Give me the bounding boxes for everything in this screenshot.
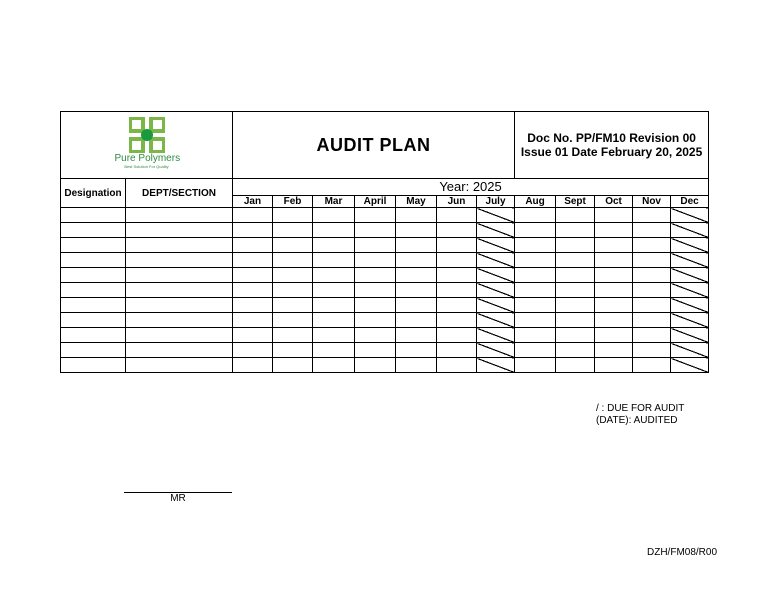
month-cell-entry[interactable] (515, 343, 556, 358)
table-row (61, 298, 709, 313)
month-cell-entry[interactable] (396, 223, 437, 238)
month-cell-entry[interactable] (556, 328, 595, 343)
month-header: Jun (437, 196, 477, 208)
designation-cell[interactable] (61, 358, 126, 373)
month-cell-entry[interactable] (437, 343, 477, 358)
month-cell-entry[interactable] (273, 268, 313, 283)
month-cell-entry[interactable] (515, 313, 556, 328)
month-cell-entry[interactable] (313, 283, 355, 298)
document-info (515, 112, 709, 179)
month-header: Aug (515, 196, 556, 208)
month-cell-entry[interactable] (233, 298, 273, 313)
month-cell-entry[interactable] (355, 358, 396, 373)
month-cell-entry[interactable] (437, 268, 477, 283)
month-cell-entry[interactable] (671, 358, 709, 373)
month-cell-entry[interactable] (477, 328, 515, 343)
month-cell-entry[interactable] (233, 328, 273, 343)
month-header: Dec (671, 196, 709, 208)
designation-cell[interactable] (61, 313, 126, 328)
month-cell-entry[interactable] (477, 298, 515, 313)
month-cell-entry[interactable] (477, 208, 515, 223)
month-cell-entry[interactable] (477, 268, 515, 283)
month-cell-entry[interactable] (313, 223, 355, 238)
month-cell-entry[interactable] (556, 253, 595, 268)
dept-section-cell[interactable] (126, 298, 233, 313)
month-cell-entry[interactable] (273, 223, 313, 238)
company-logo (115, 117, 179, 173)
month-cell-entry[interactable] (477, 343, 515, 358)
month-cell-entry[interactable] (556, 313, 595, 328)
designation-cell[interactable] (61, 223, 126, 238)
month-cell-entry[interactable] (396, 283, 437, 298)
month-cell-entry[interactable] (595, 328, 633, 343)
legend-audited: (DATE): AUDITED (596, 415, 678, 426)
designation-cell[interactable] (61, 238, 126, 253)
month-cell-entry[interactable] (477, 253, 515, 268)
month-cell-entry[interactable] (233, 283, 273, 298)
month-cell-entry[interactable] (233, 313, 273, 328)
month-cell-entry[interactable] (437, 313, 477, 328)
month-cell-entry[interactable] (515, 253, 556, 268)
month-cell-entry[interactable] (595, 358, 633, 373)
month-cell-entry[interactable] (633, 268, 671, 283)
month-cell-entry[interactable] (595, 268, 633, 283)
dept-section-cell[interactable] (126, 253, 233, 268)
table-row (61, 358, 709, 373)
company-logo-cell (61, 112, 233, 179)
month-cell-entry[interactable] (233, 223, 273, 238)
legend (596, 403, 684, 427)
month-header: Mar (313, 196, 355, 208)
month-cell-entry[interactable] (273, 208, 313, 223)
month-cell-entry[interactable] (273, 313, 313, 328)
month-cell-entry[interactable] (556, 298, 595, 313)
logo-mark-icon (129, 117, 165, 153)
table-row (61, 343, 709, 358)
month-cell-entry[interactable] (556, 268, 595, 283)
table-row (61, 268, 709, 283)
month-cell-entry[interactable] (273, 283, 313, 298)
month-cell-entry[interactable] (556, 358, 595, 373)
month-cell-entry[interactable] (396, 298, 437, 313)
month-header: July (477, 196, 515, 208)
month-cell-entry[interactable] (396, 358, 437, 373)
table-row (61, 238, 709, 253)
month-cell-entry[interactable] (477, 223, 515, 238)
footer-form-code: DZH/FM08/R00 (647, 547, 718, 558)
month-cell-entry[interactable] (671, 238, 709, 253)
month-cell-entry[interactable] (313, 238, 355, 253)
table-row (61, 313, 709, 328)
year-header: Year: 2025 (233, 179, 709, 196)
designation-cell[interactable] (61, 298, 126, 313)
month-cell-entry[interactable] (313, 298, 355, 313)
month-cell-entry[interactable] (273, 358, 313, 373)
month-cell-entry[interactable] (556, 208, 595, 223)
month-cell-entry[interactable] (313, 313, 355, 328)
month-cell-entry[interactable] (515, 208, 556, 223)
month-cell-entry[interactable] (515, 358, 556, 373)
month-cell-entry[interactable] (556, 223, 595, 238)
month-cell-entry[interactable] (671, 328, 709, 343)
month-cell-entry[interactable] (355, 343, 396, 358)
month-cell-entry[interactable] (671, 208, 709, 223)
designation-header: Designation (61, 179, 126, 208)
dept-section-cell[interactable] (126, 208, 233, 223)
month-cell-entry[interactable] (313, 208, 355, 223)
month-cell-entry[interactable] (233, 253, 273, 268)
month-cell-entry[interactable] (355, 268, 396, 283)
month-cell-entry[interactable] (595, 343, 633, 358)
month-cell-entry[interactable] (671, 253, 709, 268)
month-cell-entry[interactable] (633, 238, 671, 253)
month-cell-entry[interactable] (477, 238, 515, 253)
month-cell-entry[interactable] (515, 268, 556, 283)
month-cell-entry[interactable] (437, 358, 477, 373)
month-header: Oct (595, 196, 633, 208)
month-cell-entry[interactable] (671, 268, 709, 283)
month-cell-entry[interactable] (595, 298, 633, 313)
month-cell-entry[interactable] (396, 343, 437, 358)
month-cell-entry[interactable] (355, 298, 396, 313)
month-cell-entry[interactable] (313, 343, 355, 358)
month-cell-entry[interactable] (233, 358, 273, 373)
month-cell-entry[interactable] (515, 223, 556, 238)
month-cell-entry[interactable] (273, 343, 313, 358)
month-cell-entry[interactable] (477, 313, 515, 328)
month-cell-entry[interactable] (595, 238, 633, 253)
month-header: Jan (233, 196, 273, 208)
dept-section-cell[interactable] (126, 328, 233, 343)
month-cell-entry[interactable] (595, 208, 633, 223)
month-cell-entry[interactable] (633, 358, 671, 373)
month-cell-entry[interactable] (437, 328, 477, 343)
month-cell-entry[interactable] (595, 283, 633, 298)
month-cell-entry[interactable] (313, 268, 355, 283)
designation-cell[interactable] (61, 268, 126, 283)
month-header: April (355, 196, 396, 208)
doc-issue-date: Issue 01 Date February 20, 2025 (520, 145, 703, 159)
month-cell-entry[interactable] (396, 268, 437, 283)
legend-due: / : DUE FOR AUDIT (596, 403, 685, 414)
month-cell-entry[interactable] (355, 208, 396, 223)
month-cell-entry[interactable] (313, 253, 355, 268)
month-cell-entry[interactable] (595, 223, 633, 238)
month-cell-entry[interactable] (437, 238, 477, 253)
month-cell-entry[interactable] (671, 343, 709, 358)
month-cell-entry[interactable] (671, 283, 709, 298)
table-row (61, 283, 709, 298)
month-header: Feb (273, 196, 313, 208)
dept-section-cell[interactable] (126, 238, 233, 253)
table-row (61, 208, 709, 223)
month-cell-entry[interactable] (355, 238, 396, 253)
month-cell-entry[interactable] (273, 298, 313, 313)
company-name: Pure Polymers (114, 153, 181, 164)
month-cell-entry[interactable] (633, 298, 671, 313)
month-header: May (396, 196, 437, 208)
table-row (61, 253, 709, 268)
month-cell-entry[interactable] (556, 283, 595, 298)
month-cell-entry[interactable] (633, 283, 671, 298)
month-cell-entry[interactable] (556, 343, 595, 358)
month-cell-entry[interactable] (437, 208, 477, 223)
page-title: AUDIT PLAN (233, 112, 515, 179)
month-cell-entry[interactable] (633, 328, 671, 343)
month-header: Nov (633, 196, 671, 208)
month-cell-entry[interactable] (396, 238, 437, 253)
month-cell-entry[interactable] (396, 328, 437, 343)
month-cell-entry[interactable] (355, 283, 396, 298)
month-cell-entry[interactable] (515, 298, 556, 313)
month-cell-entry[interactable] (396, 253, 437, 268)
dept-section-cell[interactable] (126, 268, 233, 283)
month-cell-entry[interactable] (633, 223, 671, 238)
month-cell-entry[interactable] (233, 208, 273, 223)
designation-cell[interactable] (61, 283, 126, 298)
month-cell-entry[interactable] (273, 253, 313, 268)
month-cell-entry[interactable] (633, 343, 671, 358)
dept-section-cell[interactable] (126, 313, 233, 328)
month-cell-entry[interactable] (437, 253, 477, 268)
month-cell-entry[interactable] (633, 208, 671, 223)
month-cell-entry[interactable] (595, 313, 633, 328)
month-cell-entry[interactable] (313, 328, 355, 343)
month-cell-entry[interactable] (355, 223, 396, 238)
month-cell-entry[interactable] (233, 343, 273, 358)
month-cell-entry[interactable] (233, 268, 273, 283)
month-cell-entry[interactable] (396, 208, 437, 223)
month-cell-entry[interactable] (355, 328, 396, 343)
month-cell-entry[interactable] (515, 328, 556, 343)
month-cell-entry[interactable] (671, 313, 709, 328)
month-cell-entry[interactable] (273, 328, 313, 343)
month-cell-entry[interactable] (273, 238, 313, 253)
month-cell-entry[interactable] (233, 238, 273, 253)
month-cell-entry[interactable] (515, 283, 556, 298)
designation-cell[interactable] (61, 328, 126, 343)
dept-section-cell[interactable] (126, 358, 233, 373)
month-cell-entry[interactable] (633, 313, 671, 328)
table-row (61, 223, 709, 238)
month-cell-entry[interactable] (437, 283, 477, 298)
month-cell-entry[interactable] (355, 253, 396, 268)
month-cell-entry[interactable] (396, 313, 437, 328)
dept-section-header: DEPT/SECTION (126, 179, 233, 208)
month-cell-entry[interactable] (515, 238, 556, 253)
company-tagline: Best Solution For Quality (124, 164, 169, 169)
month-cell-entry[interactable] (355, 313, 396, 328)
table-row (61, 328, 709, 343)
designation-cell[interactable] (61, 208, 126, 223)
audit-plan-table (60, 111, 709, 373)
designation-cell[interactable] (61, 343, 126, 358)
audit-rows (61, 208, 709, 373)
month-cell-entry[interactable] (437, 223, 477, 238)
month-cell-entry[interactable] (595, 253, 633, 268)
month-cell-entry[interactable] (477, 283, 515, 298)
month-cell-entry[interactable] (671, 223, 709, 238)
doc-number: Doc No. PP/FM10 Revision 00 (527, 131, 696, 145)
dept-section-cell[interactable] (126, 223, 233, 238)
month-header: Sept (556, 196, 595, 208)
month-cell-entry[interactable] (556, 238, 595, 253)
month-cell-entry[interactable] (633, 253, 671, 268)
month-cell-entry[interactable] (437, 298, 477, 313)
dept-section-cell[interactable] (126, 283, 233, 298)
month-cell-entry[interactable] (477, 358, 515, 373)
signature-label: MR (170, 493, 186, 504)
month-cell-entry[interactable] (671, 298, 709, 313)
dept-section-cell[interactable] (126, 343, 233, 358)
designation-cell[interactable] (61, 253, 126, 268)
month-cell-entry[interactable] (313, 358, 355, 373)
